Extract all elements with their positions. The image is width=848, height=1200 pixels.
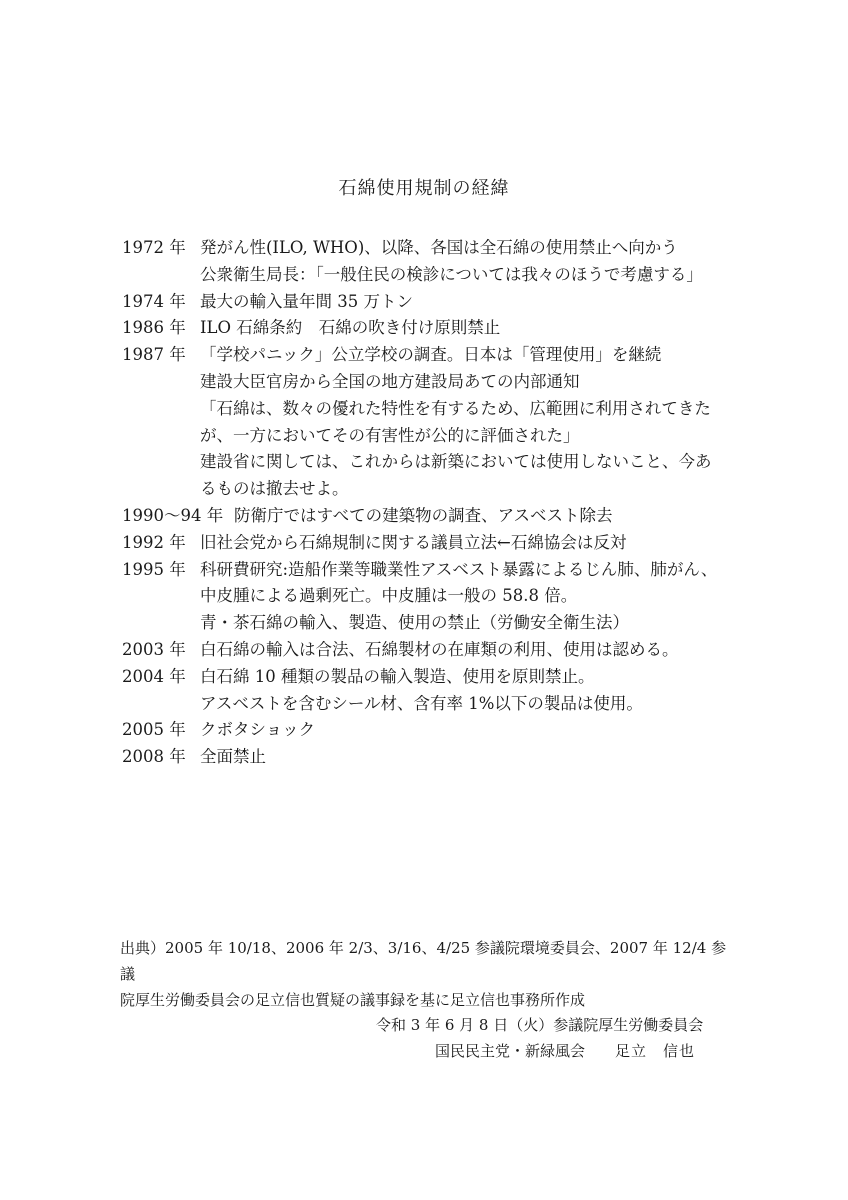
- source-line: 院厚生労働委員会の足立信也質疑の議事録を基に足立信也事務所作成: [120, 991, 586, 1009]
- timeline-entry: [122, 744, 722, 771]
- timeline-text: るものは撤去せよ。: [200, 479, 349, 499]
- party-name: 国民民主党・新緑風会: [435, 1042, 586, 1060]
- source-note: [120, 935, 740, 1013]
- timeline-entry: [122, 315, 722, 342]
- timeline-entry: [122, 342, 722, 503]
- source-line: 出典）2005 年 10/18、2006 年 2/3、3/16、4/25 参議院環境委員会、2007 年 12/4 参議: [120, 939, 727, 983]
- timeline-year: 1987 年: [122, 345, 186, 365]
- timeline-text: クボタショック: [200, 720, 316, 740]
- timeline-entry: [122, 235, 722, 289]
- member-name: 足立 信也: [615, 1042, 696, 1060]
- timeline-entry: [122, 664, 722, 718]
- timeline-text: 公衆衛生局長：「一般住民の検診については我々のほうで考慮する」: [200, 264, 703, 284]
- timeline-text: 「石綿は、数々の優れた特性を有するため、広範囲に利用されてきた: [200, 398, 711, 418]
- timeline-year: 1974 年: [122, 291, 186, 311]
- timeline-text: 科研費研究:造船作業等職業性アスベスト暴露によるじん肺、肺がん、: [200, 559, 718, 579]
- timeline-entry: [122, 717, 722, 744]
- timeline-text: が、一方においてその有害性が公的に評価された」: [200, 425, 580, 445]
- timeline-year: 2008 年: [122, 747, 186, 767]
- timeline-year: 1992 年: [122, 532, 186, 552]
- timeline-year: 1995 年: [122, 559, 186, 579]
- timeline-year: 2003 年: [122, 639, 186, 659]
- timeline-year: 1972 年: [122, 238, 186, 257]
- timeline-year: 1990～94 年: [122, 505, 224, 525]
- timeline-text: 全面禁止: [200, 747, 266, 767]
- timeline-text: 防衛庁ではすべての建築物の調査、アスベスト除去: [234, 505, 613, 525]
- timeline-text: ILO 石綿条約 石綿の吹き付け原則禁止: [200, 318, 501, 338]
- timeline-entry: [122, 530, 722, 557]
- document-title: 石綿使用規制の経緯: [338, 178, 510, 199]
- timeline-entry: [122, 289, 722, 316]
- timeline-text: 旧社会党から石綿規制に関する議員立法←石綿協会は反対: [200, 532, 627, 552]
- timeline-year: 1986 年: [122, 318, 186, 338]
- timeline-text: 最大の輸入量年間 35 万トン: [200, 291, 413, 311]
- timeline-year: 2004 年: [122, 666, 186, 686]
- meeting-date-line: 令和 3 年 6 月 8 日（火）参議院厚生労働委員会: [376, 1016, 704, 1034]
- timeline-text: 白石綿 10 種類の製品の輸入製造、使用を原則禁止。: [200, 666, 595, 686]
- author-line: [435, 1040, 695, 1061]
- timeline-entry: [122, 637, 722, 664]
- timeline-list: [122, 235, 722, 771]
- timeline-text: 発がん性(ILO, WHO)、以降、各国は全石綿の使用禁止へ向かう: [200, 238, 678, 257]
- timeline-text: 白石綿の輸入は合法、石綿製材の在庫類の利用、使用は認める。: [200, 639, 679, 659]
- timeline-text: 建設省に関しては、これからは新築においては使用しないこと、今あ: [200, 452, 712, 472]
- timeline-text: 「学校パニック」公立学校の調査。日本は「管理使用」を継続: [200, 345, 662, 365]
- timeline-entry: [122, 503, 722, 530]
- timeline-text: 青・茶石綿の輸入、製造、使用の禁止（労働安全衛生法）: [200, 613, 629, 633]
- timeline-text: 建設大臣官房から全国の地方建設局あての内部通知: [200, 371, 580, 391]
- timeline-year: 2005 年: [122, 720, 186, 740]
- timeline-text: 中皮腫による過剰死亡。中皮腫は一般の 58.8 倍。: [200, 586, 578, 606]
- timeline-text: アスベストを含むシール材、含有率 1%以下の製品は使用。: [200, 693, 643, 713]
- timeline-entry: [122, 557, 722, 637]
